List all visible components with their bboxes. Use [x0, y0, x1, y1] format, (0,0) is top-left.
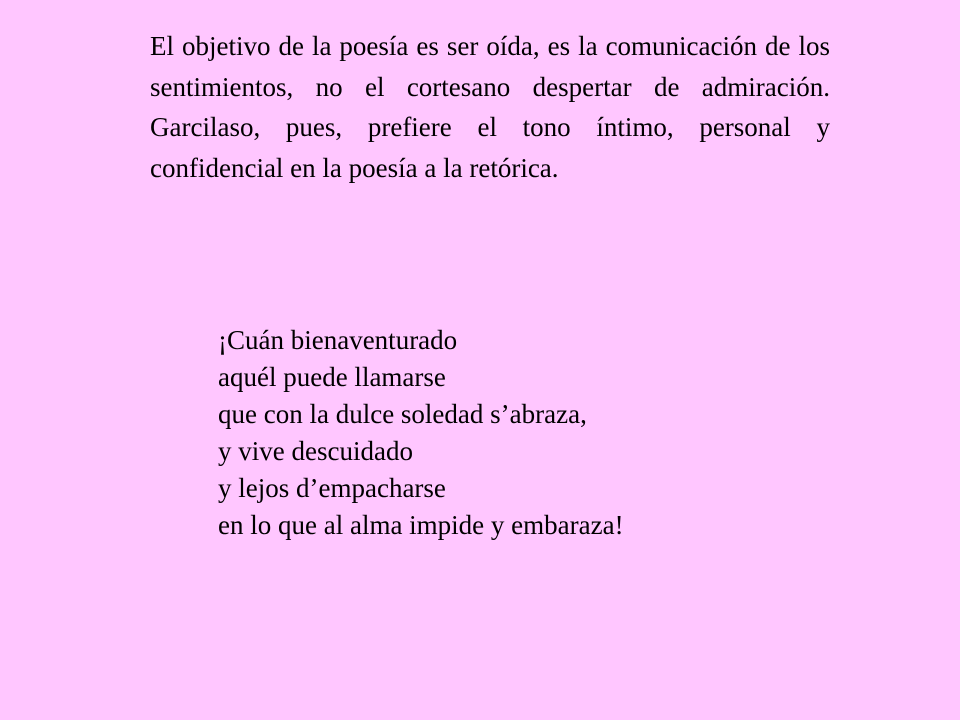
- poem-line: y lejos d’empacharse: [218, 473, 446, 503]
- intro-paragraph: El objetivo de la poesía es ser oída, es la comunicación de los sentimientos, no el cortesano despertar de admiración. Garcilaso, pues, prefiere el tono íntimo, personal y confidencial en la poesía a la retórica.: [150, 31, 830, 183]
- poem-line: y vive descuidado: [218, 436, 413, 466]
- poem-line: aquél puede llamarse: [218, 362, 446, 392]
- poem-stanza: [218, 322, 858, 544]
- poem-line: en lo que al alma impide y embaraza!: [218, 510, 624, 540]
- poem-line: ¡Cuán bienaventurado: [218, 325, 458, 355]
- poem-line: que con la dulce soledad s’abraza,: [218, 399, 587, 429]
